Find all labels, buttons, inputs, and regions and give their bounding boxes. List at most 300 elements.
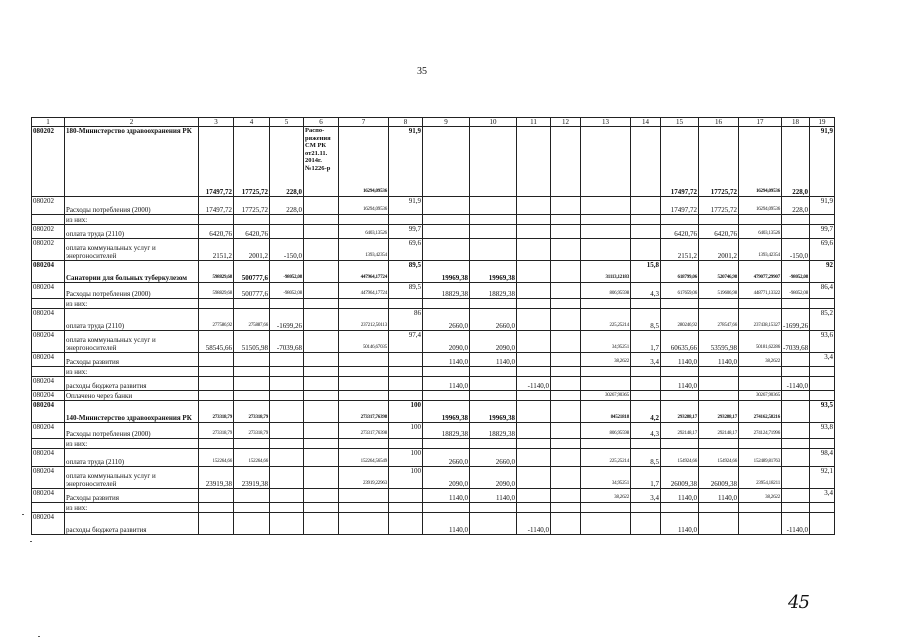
- cell-col-12: [551, 127, 581, 197]
- cell-col-14: [631, 127, 661, 197]
- cell-col-17: 1393,42354: [739, 239, 782, 261]
- cell-col-9: [423, 391, 470, 401]
- cell-col-19: [810, 391, 835, 401]
- cell-col-11: [517, 391, 551, 401]
- cell-col-9: 2660,0: [423, 449, 470, 467]
- row-name: из них:: [65, 299, 199, 309]
- cell-col-14: 8,5: [631, 309, 661, 331]
- cell-col-9: [423, 239, 470, 261]
- cell-col-3: 273318,79: [199, 423, 234, 439]
- table-row: [32, 401, 835, 423]
- column-number: 2: [65, 118, 199, 127]
- column-number: 7: [339, 118, 389, 127]
- row-name: из них:: [65, 367, 199, 377]
- cell-col-4: [234, 439, 270, 449]
- cell-col-13: 30267,90365: [581, 391, 631, 401]
- cell-col-15: 1140,0: [661, 489, 699, 503]
- cell-col-13: 806,95598: [581, 283, 631, 299]
- cell-col-17: 152489,81763: [739, 449, 782, 467]
- cell-col-6: [304, 503, 339, 513]
- scan-speck: [38, 636, 40, 637]
- cell-col-18: -98052,08: [782, 261, 810, 283]
- cell-col-19: 92,1: [810, 467, 835, 489]
- cell-col-16: 17725,72: [699, 197, 739, 215]
- cell-col-13: [581, 377, 631, 391]
- cell-col-12: [551, 225, 581, 239]
- cell-col-16: 26009,38: [699, 467, 739, 489]
- row-name: Санатории для больных туберкулезом: [65, 261, 199, 283]
- cell-col-19: 91,9: [810, 127, 835, 197]
- cell-col-16: 520746,98: [699, 261, 739, 283]
- cell-col-6: [304, 439, 339, 449]
- budget-table: [31, 117, 835, 535]
- cell-col-3: 273318,79: [199, 401, 234, 423]
- cell-col-3: [199, 391, 234, 401]
- cell-col-18: [782, 391, 810, 401]
- table-row: [32, 215, 835, 225]
- cell-col-13: 34,95251: [581, 467, 631, 489]
- cell-col-12: [551, 299, 581, 309]
- cell-col-18: [782, 467, 810, 489]
- cell-col-8: 100: [389, 449, 423, 467]
- cell-col-14: [631, 197, 661, 215]
- cell-col-3: [199, 377, 234, 391]
- cell-col-14: 3,4: [631, 353, 661, 367]
- cell-col-16: [699, 367, 739, 377]
- cell-col-12: [551, 331, 581, 353]
- cell-col-12: [551, 367, 581, 377]
- row-name: оплата труда (2110): [65, 309, 199, 331]
- cell-col-9: 2090,0: [423, 467, 470, 489]
- cell-col-15: 617659,06: [661, 283, 699, 299]
- column-number: 9: [423, 118, 470, 127]
- cell-col-19: [810, 215, 835, 225]
- cell-col-9: 19969,38: [423, 261, 470, 283]
- column-number: 18: [782, 118, 810, 127]
- cell-col-15: 26009,38: [661, 467, 699, 489]
- cell-col-3: 277586,92: [199, 309, 234, 331]
- cell-col-8: 86: [389, 309, 423, 331]
- cell-col-17: [739, 299, 782, 309]
- cell-col-19: [810, 367, 835, 377]
- cell-col-3: 17497,72: [199, 197, 234, 215]
- cell-col-13: 225,25214: [581, 449, 631, 467]
- row-name: оплата коммунальных услуг и энергоносителей: [65, 467, 199, 489]
- cell-col-3: [199, 299, 234, 309]
- row-name: расходы бюджета развития: [65, 513, 199, 535]
- row-code: [32, 215, 65, 225]
- cell-col-18: [782, 401, 810, 423]
- cell-col-18: [782, 299, 810, 309]
- cell-col-3: 598829,68: [199, 283, 234, 299]
- cell-col-3: [199, 513, 234, 535]
- cell-col-16: 292148,17: [699, 423, 739, 439]
- cell-col-16: 53595,98: [699, 331, 739, 353]
- cell-col-12: [551, 377, 581, 391]
- column-number: 12: [551, 118, 581, 127]
- cell-col-9: [423, 299, 470, 309]
- cell-col-18: -98052,08: [782, 283, 810, 299]
- cell-col-17: 16294,09536: [739, 127, 782, 197]
- cell-col-11: [517, 127, 551, 197]
- cell-col-4: 23919,38: [234, 467, 270, 489]
- cell-col-13: 38,2622: [581, 353, 631, 367]
- row-code: 080202: [32, 127, 65, 197]
- cell-col-16: 1140,0: [699, 353, 739, 367]
- cell-col-12: [551, 439, 581, 449]
- cell-col-5: [270, 439, 304, 449]
- cell-col-7: 273317,76398: [339, 401, 389, 423]
- cell-col-16: [699, 439, 739, 449]
- row-name: 180-Министерство здравоохранения РК: [65, 127, 199, 197]
- cell-col-5: -98052,08: [270, 283, 304, 299]
- cell-col-14: [631, 391, 661, 401]
- table-row: [32, 239, 835, 261]
- cell-col-16: 278547,66: [699, 309, 739, 331]
- cell-col-6: [304, 513, 339, 535]
- row-code: 080204: [32, 489, 65, 503]
- cell-col-17: 237438,15327: [739, 309, 782, 331]
- table-row: [32, 377, 835, 391]
- cell-col-5: [270, 215, 304, 225]
- cell-col-3: 598829,68: [199, 261, 234, 283]
- cell-col-18: -150,0: [782, 239, 810, 261]
- cell-col-11: [517, 423, 551, 439]
- cell-col-10: 1140,0: [470, 489, 517, 503]
- cell-col-13: [581, 127, 631, 197]
- table-body: [32, 118, 835, 535]
- row-name: Расходы потребления (2000): [65, 423, 199, 439]
- cell-col-4: [234, 215, 270, 225]
- cell-col-6: [304, 377, 339, 391]
- cell-col-10: [470, 215, 517, 225]
- cell-col-6: [304, 423, 339, 439]
- cell-col-12: [551, 513, 581, 535]
- cell-col-10: [470, 197, 517, 215]
- cell-col-10: [470, 439, 517, 449]
- cell-col-12: [551, 467, 581, 489]
- row-name: из них:: [65, 503, 199, 513]
- cell-col-17: 448771,13322: [739, 283, 782, 299]
- cell-col-11: [517, 367, 551, 377]
- cell-col-19: 98,4: [810, 449, 835, 467]
- row-code: 080204: [32, 449, 65, 467]
- cell-col-14: [631, 513, 661, 535]
- cell-col-10: 19969,38: [470, 401, 517, 423]
- cell-col-5: [270, 513, 304, 535]
- cell-col-5: -7039,68: [270, 331, 304, 353]
- cell-col-14: [631, 503, 661, 513]
- cell-col-3: 152264,66: [199, 449, 234, 467]
- row-name: оплата труда (2110): [65, 225, 199, 239]
- cell-col-8: 69,6: [389, 239, 423, 261]
- cell-col-4: 17725,72: [234, 197, 270, 215]
- cell-col-14: [631, 299, 661, 309]
- cell-col-16: [699, 377, 739, 391]
- row-code: [32, 299, 65, 309]
- cell-col-14: [631, 439, 661, 449]
- cell-col-13: [581, 367, 631, 377]
- cell-col-12: [551, 197, 581, 215]
- cell-col-11: [517, 449, 551, 467]
- cell-col-5: [270, 391, 304, 401]
- cell-col-14: 1,7: [631, 467, 661, 489]
- row-code: 080204: [32, 401, 65, 423]
- cell-col-12: [551, 215, 581, 225]
- cell-col-9: 2090,0: [423, 331, 470, 353]
- cell-col-15: 1140,0: [661, 353, 699, 367]
- column-number: 6: [304, 118, 339, 127]
- cell-col-4: 500777,6: [234, 261, 270, 283]
- cell-col-7: [339, 215, 389, 225]
- table-row: [32, 225, 835, 239]
- cell-col-12: [551, 449, 581, 467]
- cell-col-12: [551, 503, 581, 513]
- row-code: [32, 503, 65, 513]
- cell-col-17: [739, 503, 782, 513]
- cell-col-4: 152264,66: [234, 449, 270, 467]
- cell-col-3: [199, 439, 234, 449]
- cell-col-9: 1140,0: [423, 353, 470, 367]
- cell-col-8: 91,9: [389, 197, 423, 215]
- cell-col-14: [631, 225, 661, 239]
- cell-col-9: [423, 503, 470, 513]
- cell-col-13: [581, 439, 631, 449]
- cell-col-13: 806,95598: [581, 423, 631, 439]
- cell-col-11: [517, 309, 551, 331]
- cell-col-10: 2090,0: [470, 467, 517, 489]
- cell-col-14: 4,3: [631, 283, 661, 299]
- cell-col-10: 2660,0: [470, 309, 517, 331]
- cell-col-5: [270, 225, 304, 239]
- table-row: [32, 283, 835, 299]
- cell-col-7: [339, 503, 389, 513]
- handwritten-page-mark: 45: [788, 592, 809, 613]
- row-name: из них:: [65, 439, 199, 449]
- table-row: [32, 449, 835, 467]
- cell-col-5: [270, 353, 304, 367]
- cell-col-8: 89,5: [389, 261, 423, 283]
- row-name: из них:: [65, 215, 199, 225]
- row-code: [32, 439, 65, 449]
- cell-col-9: [423, 215, 470, 225]
- cell-col-7: [339, 367, 389, 377]
- cell-col-8: [389, 513, 423, 535]
- row-name: Оплачено через банки: [65, 391, 199, 401]
- cell-col-7: [339, 513, 389, 535]
- row-code: 080204: [32, 331, 65, 353]
- cell-col-3: 6420,76: [199, 225, 234, 239]
- cell-col-18: [782, 449, 810, 467]
- cell-col-17: 274124,71996: [739, 423, 782, 439]
- cell-col-11: [517, 439, 551, 449]
- cell-col-11: [517, 299, 551, 309]
- cell-col-7: 16294,09536: [339, 127, 389, 197]
- cell-col-17: 6403,13526: [739, 225, 782, 239]
- cell-col-10: 1140,0: [470, 353, 517, 367]
- cell-col-5: [270, 489, 304, 503]
- cell-col-10: 18829,38: [470, 423, 517, 439]
- cell-col-14: 1,7: [631, 331, 661, 353]
- table-row: [32, 197, 835, 215]
- cell-col-13: 31113,12183: [581, 261, 631, 283]
- cell-col-6: [304, 309, 339, 331]
- cell-col-8: 89,5: [389, 283, 423, 299]
- cell-col-13: [581, 197, 631, 215]
- row-code: 080204: [32, 377, 65, 391]
- cell-col-10: [470, 513, 517, 535]
- scan-speck: [30, 541, 32, 542]
- cell-col-16: [699, 503, 739, 513]
- cell-col-11: [517, 503, 551, 513]
- cell-col-7: [339, 377, 389, 391]
- cell-col-13: [581, 225, 631, 239]
- cell-col-6: [304, 489, 339, 503]
- cell-col-17: [739, 513, 782, 535]
- cell-col-10: [470, 367, 517, 377]
- cell-col-6: [304, 299, 339, 309]
- cell-col-10: 18829,38: [470, 283, 517, 299]
- cell-col-5: [270, 449, 304, 467]
- cell-col-13: [581, 239, 631, 261]
- column-number: 15: [661, 118, 699, 127]
- cell-col-6: [304, 331, 339, 353]
- table-row: [32, 309, 835, 331]
- cell-col-4: [234, 489, 270, 503]
- cell-col-12: [551, 261, 581, 283]
- cell-col-15: 280246,92: [661, 309, 699, 331]
- cell-col-10: [470, 377, 517, 391]
- cell-col-5: [270, 467, 304, 489]
- row-code: 080204: [32, 391, 65, 401]
- row-name: 140-Министерство здравоохранения РК: [65, 401, 199, 423]
- cell-col-7: 50146,67035: [339, 331, 389, 353]
- cell-col-14: [631, 215, 661, 225]
- cell-col-4: [234, 391, 270, 401]
- cell-col-8: [389, 299, 423, 309]
- cell-col-7: 152264,56549: [339, 449, 389, 467]
- column-number: 4: [234, 118, 270, 127]
- cell-col-15: [661, 503, 699, 513]
- column-number: 3: [199, 118, 234, 127]
- cell-col-10: [470, 503, 517, 513]
- cell-col-9: 1140,0: [423, 377, 470, 391]
- cell-col-19: [810, 513, 835, 535]
- cell-col-6: Распо-ряжения СМ РК от21.11. 2014г. №1226-р: [304, 127, 339, 197]
- cell-col-18: [782, 215, 810, 225]
- table-row: [32, 439, 835, 449]
- cell-col-7: [339, 391, 389, 401]
- row-code: 080202: [32, 239, 65, 261]
- table-row: [32, 331, 835, 353]
- cell-col-7: 447964,17724: [339, 261, 389, 283]
- cell-col-9: 1140,0: [423, 489, 470, 503]
- cell-col-16: 2001,2: [699, 239, 739, 261]
- cell-col-16: 1140,0: [699, 489, 739, 503]
- cell-col-19: [810, 503, 835, 513]
- cell-col-5: -150,0: [270, 239, 304, 261]
- cell-col-18: -7039,68: [782, 331, 810, 353]
- table-row: [32, 423, 835, 439]
- cell-col-11: [517, 197, 551, 215]
- cell-col-9: [423, 197, 470, 215]
- row-code: 080204: [32, 283, 65, 299]
- table-row: [32, 367, 835, 377]
- cell-col-18: [782, 225, 810, 239]
- table-row: [32, 299, 835, 309]
- column-number: 11: [517, 118, 551, 127]
- cell-col-19: [810, 377, 835, 391]
- cell-col-15: 154924,66: [661, 449, 699, 467]
- cell-col-4: 51505,98: [234, 331, 270, 353]
- cell-col-7: 447964,17724: [339, 283, 389, 299]
- cell-col-15: 292148,17: [661, 423, 699, 439]
- row-code: 080202: [32, 197, 65, 215]
- cell-col-5: -1699,26: [270, 309, 304, 331]
- cell-col-15: [661, 439, 699, 449]
- cell-col-15: 17497,72: [661, 127, 699, 197]
- cell-col-13: 34,95251: [581, 331, 631, 353]
- cell-col-8: 91,9: [389, 127, 423, 197]
- cell-col-16: 6420,76: [699, 225, 739, 239]
- cell-col-16: 293288,17: [699, 401, 739, 423]
- row-code: 080204: [32, 467, 65, 489]
- cell-col-7: [339, 439, 389, 449]
- cell-col-17: [739, 377, 782, 391]
- cell-col-3: [199, 353, 234, 367]
- cell-col-11: [517, 467, 551, 489]
- cell-col-15: [661, 215, 699, 225]
- cell-col-13: [581, 503, 631, 513]
- cell-col-19: [810, 439, 835, 449]
- cell-col-18: [782, 489, 810, 503]
- cell-col-10: 19969,38: [470, 261, 517, 283]
- cell-col-13: 84521818: [581, 401, 631, 423]
- table-row: [32, 513, 835, 535]
- cell-col-14: 8,5: [631, 449, 661, 467]
- cell-col-19: [810, 299, 835, 309]
- cell-col-19: 93,6: [810, 331, 835, 353]
- row-name: Расходы развития: [65, 489, 199, 503]
- cell-col-12: [551, 401, 581, 423]
- cell-col-11: [517, 239, 551, 261]
- cell-col-9: 18829,38: [423, 283, 470, 299]
- cell-col-17: 16294,09536: [739, 197, 782, 215]
- cell-col-4: [234, 503, 270, 513]
- row-code: 080204: [32, 423, 65, 439]
- cell-col-4: [234, 377, 270, 391]
- cell-col-19: 93,5: [810, 401, 835, 423]
- cell-col-9: [423, 367, 470, 377]
- cell-col-7: 273317,76398: [339, 423, 389, 439]
- cell-col-13: [581, 215, 631, 225]
- cell-col-10: [470, 127, 517, 197]
- cell-col-14: 3,4: [631, 489, 661, 503]
- cell-col-4: [234, 299, 270, 309]
- cell-col-15: 17497,72: [661, 197, 699, 215]
- cell-col-16: 519606,98: [699, 283, 739, 299]
- column-number: 8: [389, 118, 423, 127]
- cell-col-3: [199, 503, 234, 513]
- cell-col-19: 93,8: [810, 423, 835, 439]
- cell-col-18: 228,0: [782, 127, 810, 197]
- cell-col-17: 38,2622: [739, 489, 782, 503]
- cell-col-3: [199, 215, 234, 225]
- cell-col-8: [389, 489, 423, 503]
- cell-col-12: [551, 283, 581, 299]
- cell-col-5: [270, 503, 304, 513]
- cell-col-6: [304, 449, 339, 467]
